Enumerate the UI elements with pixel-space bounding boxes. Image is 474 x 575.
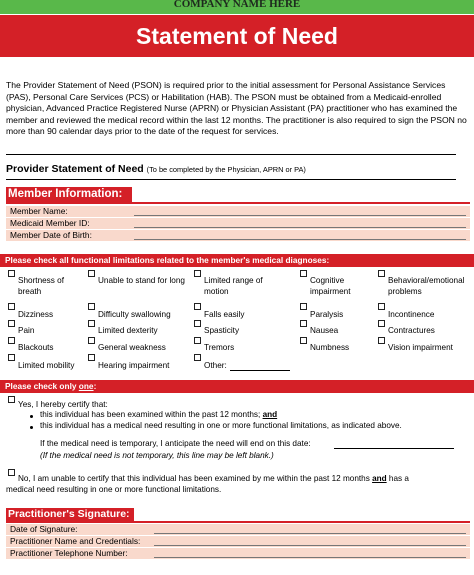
bullet-emphasis: and xyxy=(262,410,278,419)
checkbox-yes-certify[interactable] xyxy=(8,396,15,403)
limitation-label: Pain xyxy=(18,326,35,335)
limitation-label: Nausea xyxy=(310,326,339,335)
practitioner-rule xyxy=(6,521,470,523)
no-unable-text-cont: medical need resulting in one or more functional limitations. xyxy=(6,485,222,494)
limitation-label: Dizziness xyxy=(18,310,54,319)
member-info-heading: Member Information: xyxy=(6,187,132,202)
checkbox-behavioral-emotional[interactable] xyxy=(378,270,385,277)
field-label: Practitioner Telephone Number: xyxy=(10,548,128,558)
limitation-label: Blackouts xyxy=(18,343,54,352)
limitation-label: Tremors xyxy=(204,343,235,352)
document-title: Statement of Need xyxy=(0,15,474,57)
pson-subheading: (To be completed by the Physician, APRN or PA) xyxy=(146,165,306,174)
divider xyxy=(6,154,456,155)
bullet xyxy=(30,415,33,418)
company-name-banner xyxy=(0,0,474,14)
checkbox-unable-to-stand[interactable] xyxy=(88,270,95,277)
checkbox-hearing-impairment[interactable] xyxy=(88,354,95,361)
member-name-field[interactable] xyxy=(6,206,470,217)
member-id-field[interactable] xyxy=(6,218,470,229)
checkbox-other[interactable] xyxy=(194,354,201,361)
limitation-label: Contractures xyxy=(388,326,435,335)
limitation-label: Difficulty swallowing xyxy=(98,310,171,319)
limitation-label: Spasticity xyxy=(204,326,240,335)
checkbox-limited-range-of-motion[interactable] xyxy=(194,270,201,277)
limitation-label: Other: xyxy=(204,361,227,370)
checkbox-incontinence[interactable] xyxy=(378,303,385,310)
limitation-label: Limited dexterity xyxy=(98,326,158,335)
bullet-text: this individual has been examined within the past 12 months; xyxy=(40,410,261,419)
bullet-examined xyxy=(40,410,277,421)
limitation-label: General weakness xyxy=(98,343,166,352)
heading-emphasis: one xyxy=(78,381,94,391)
checkbox-pain[interactable] xyxy=(8,320,15,327)
date-of-signature-field[interactable] xyxy=(6,524,470,535)
limitation-label: Behavioral/emotional problems xyxy=(388,276,465,296)
checkbox-vision-impairment[interactable] xyxy=(378,337,385,344)
divider xyxy=(6,179,456,180)
checkbox-blackouts[interactable] xyxy=(8,337,15,344)
heading-text: : xyxy=(93,381,97,391)
limitations-heading: Please check all functional limitations related to the member's medical diagnoses: xyxy=(0,254,474,267)
checkbox-no-unable[interactable] xyxy=(8,469,15,476)
limitation-label: Hearing impairment xyxy=(98,361,170,370)
heading-text: Please check only xyxy=(5,381,79,391)
no-emphasis: and xyxy=(372,474,387,483)
intro-paragraph: The Provider Statement of Need (PSON) is required prior to the initial assessment for Personal Assistance Services (PAS), Personal Care Services (PCS) or Habilitation (HAB). The PSON must be obtained from a Medicaid-enrolled physician, Advanced Practice Registered Nurse (APRN) or Physician Assistant (PA) practitioner who has examined the member and reviewed the medical record within the last 12 months. The practitioner is also required to sign the PSON no more than 90 calendar days prior to the date of the request for services. xyxy=(6,80,467,137)
other-input-line[interactable] xyxy=(230,370,290,371)
checkbox-limited-mobility[interactable] xyxy=(8,354,15,361)
limitation-label: Vision impairment xyxy=(388,343,453,352)
limitation-label: Incontinence xyxy=(388,310,435,319)
checkbox-numbness[interactable] xyxy=(300,337,307,344)
checkbox-limited-dexterity[interactable] xyxy=(88,320,95,327)
field-label: Member Date of Birth: xyxy=(10,230,92,240)
no-unable-text xyxy=(18,474,474,485)
practitioner-name-field[interactable] xyxy=(6,536,470,547)
temporary-note: (If the medical need is not temporary, this line may be left blank.) xyxy=(40,451,274,460)
practitioner-signature-heading: Practitioner's Signature: xyxy=(6,508,134,521)
field-label: Practitioner Name and Credentials: xyxy=(10,536,141,546)
no-text: has a xyxy=(386,474,409,483)
limitation-label: Cognitive impairment xyxy=(310,276,351,296)
limitation-label: Limited range of motion xyxy=(204,276,263,296)
practitioner-phone-field[interactable] xyxy=(6,548,470,559)
checkbox-dizziness[interactable] xyxy=(8,303,15,310)
checkbox-tremors[interactable] xyxy=(194,337,201,344)
checkbox-general-weakness[interactable] xyxy=(88,337,95,344)
limitation-label: Falls easily xyxy=(204,310,245,319)
pson-heading-text: Provider Statement of Need xyxy=(6,163,144,175)
end-date-input-line[interactable] xyxy=(334,448,454,449)
no-text: No, I am unable to certify that this individual has been examined by me within the past 12 months xyxy=(18,474,373,483)
limitation-label: Paralysis xyxy=(310,310,344,319)
pson-heading xyxy=(6,163,306,175)
company-name: COMPANY NAME HERE xyxy=(173,0,301,10)
checkbox-falls-easily[interactable] xyxy=(194,303,201,310)
checkbox-shortness-of-breath[interactable] xyxy=(8,270,15,277)
member-dob-field[interactable] xyxy=(6,230,470,241)
member-info-rule xyxy=(6,202,470,204)
yes-certify-text: Yes, I hereby certify that: xyxy=(18,400,108,409)
checkbox-difficulty-swallowing[interactable] xyxy=(88,303,95,310)
field-label: Date of Signature: xyxy=(10,524,78,534)
limitation-label: Limited mobility xyxy=(18,361,75,370)
checkbox-paralysis[interactable] xyxy=(300,303,307,310)
limitation-label: Unable to stand for long xyxy=(98,276,185,285)
check-one-heading xyxy=(0,380,474,393)
bullet-medical-need: this individual has a medical need resulting in one or more functional limitations, as indicated above. xyxy=(40,421,402,430)
checkbox-spasticity[interactable] xyxy=(194,320,201,327)
checkbox-contractures[interactable] xyxy=(378,320,385,327)
limitation-label: Shortness of breath xyxy=(18,276,64,296)
bullet xyxy=(30,426,33,429)
temporary-need-text: If the medical need is temporary, I anticipate the need will end on this date: xyxy=(40,439,311,448)
limitation-label: Numbness xyxy=(310,343,350,352)
field-label: Medicaid Member ID: xyxy=(10,218,90,228)
checkbox-cognitive-impairment[interactable] xyxy=(300,270,307,277)
field-label: Member Name: xyxy=(10,206,68,216)
checkbox-nausea[interactable] xyxy=(300,320,307,327)
